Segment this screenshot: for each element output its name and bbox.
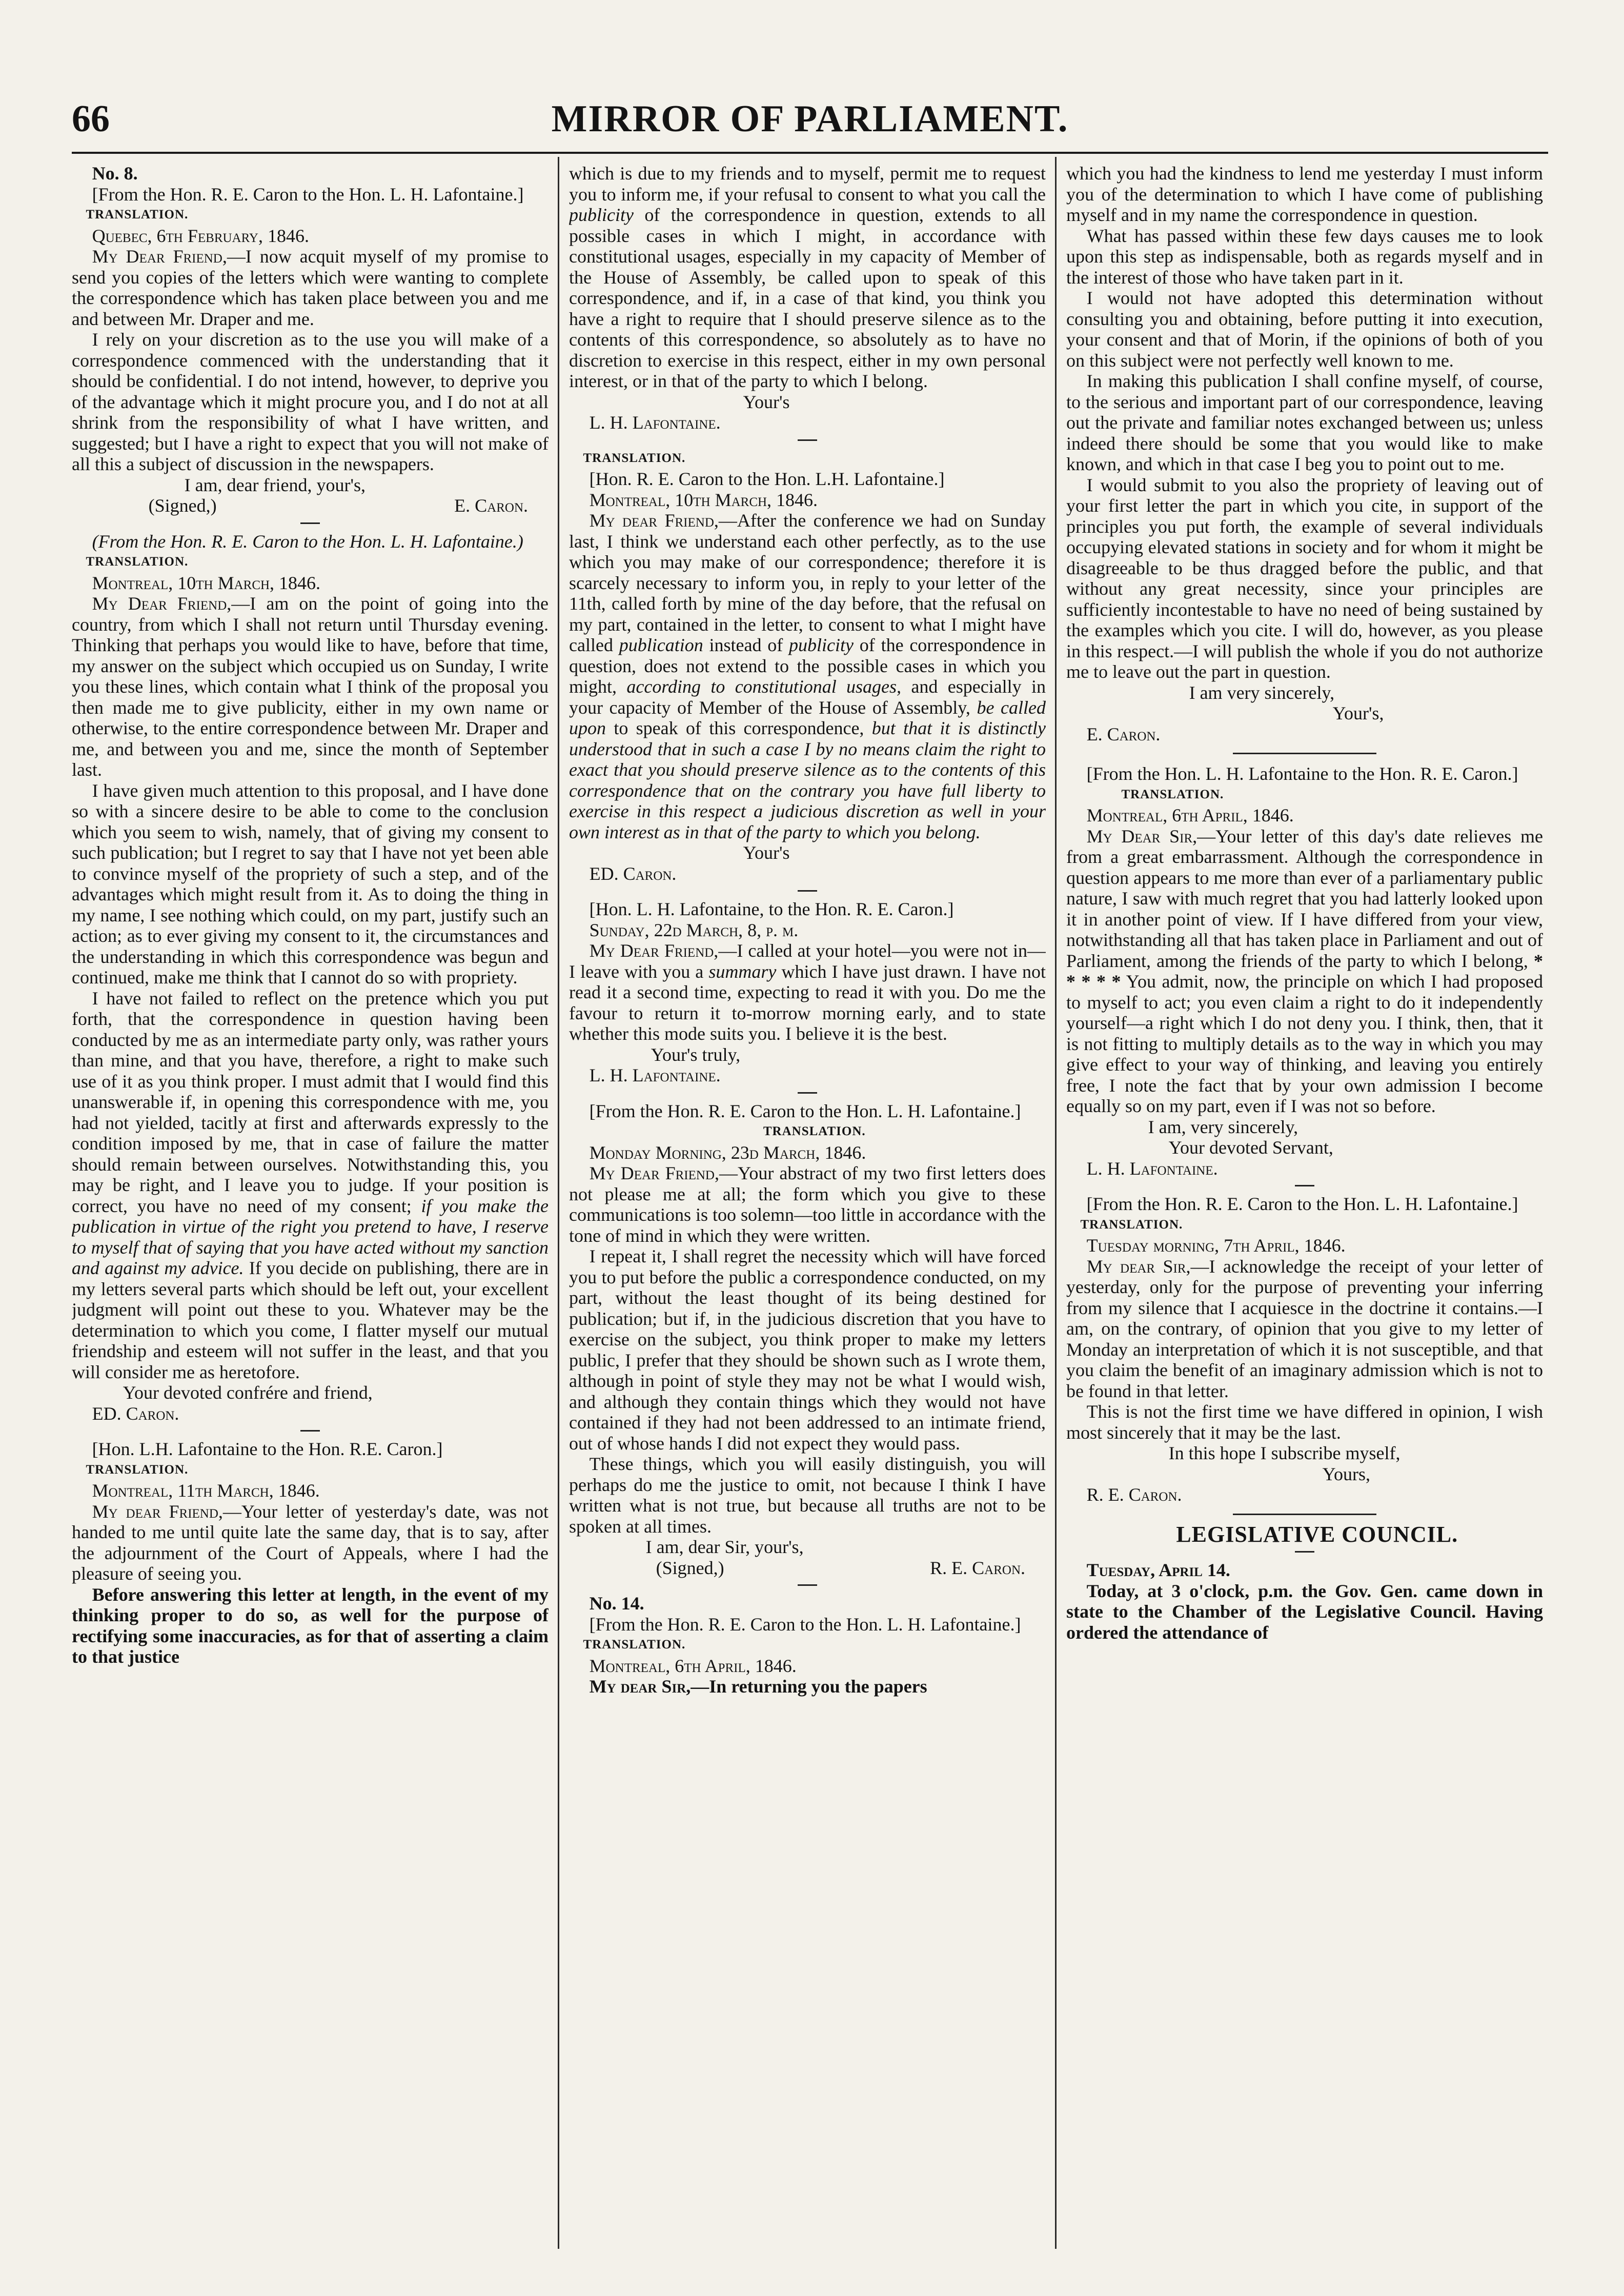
letter-heading: [Hon. R. E. Caron to the Hon. L.H. Lafontaine.]	[589, 469, 945, 489]
separator	[300, 522, 320, 524]
letter-paragraph: My dear Sir,—I acknowledge the receipt of your letter of yesterday, only for the purpose of preventing your inferring from my silence that I acquiesce in the doctrine it contains.—I am, on the contrary, of opinion that you give to my letter of Monday an interpretation of which it is not susceptible, and that you claim the benefit of an imaginary admission which is not to be found in that letter.	[1066, 1256, 1543, 1401]
signature: E. Caron.	[454, 495, 528, 516]
column-rule-1	[558, 157, 559, 2249]
letter-heading: [From the Hon. R. E. Caron to the Hon. L. H. Lafontaine.]	[92, 184, 524, 205]
salutation: My dear Sir,	[589, 1676, 691, 1697]
signature: L. H. Lafontaine.	[1086, 1158, 1218, 1179]
signature: R. E. Caron.	[1086, 1484, 1182, 1505]
closing: I am very sincerely,	[1189, 682, 1335, 703]
separator	[798, 1584, 817, 1586]
header-rule	[72, 152, 1548, 154]
letter-heading: (From the Hon. R. E. Caron to the Hon. L. H. Lafontaine.)	[92, 531, 523, 552]
closing: Yours,	[1322, 1463, 1370, 1484]
letter-paragraph: My Dear Sir,—Your letter of this day's date relieves me from a great embarrassment. Although the correspondence in question appears to me more than ever of a parliamentary public nature, I saw with much regret that you had latterly looked upon it in another point of view. If I have differed from your view, notwithstanding all that has taken place in Parliament and out of Parliament, among the friends of the party to which I belong, * * * * * You admit, now, the principle on which I had proposed to myself to act; you even claim a right to do it independently yourself—a right which I do not deny you. I think, then, that it is not fitting to multiply details as to the way in which you may give effect to your way of thinking, and leaving you entirely free, I note the fact that by your own admission I become equally so on my part, even if I was not so before.	[1066, 825, 1543, 1116]
signature: L. H. Lafontaine.	[589, 412, 721, 433]
letter-date: Montreal, 10th March, 1846.	[92, 572, 321, 593]
separator	[798, 439, 817, 441]
translation-label: TRANSLATION.	[86, 555, 189, 569]
closing: I am, dear Sir, your's,	[645, 1537, 804, 1557]
salutation: My Dear Friend,	[92, 246, 227, 267]
letter-paragraph: I have not failed to reflect on the pretence which you put forth, that the correspondence in question having been conducted by me as an intermediate party only, was rather yours than mine, and that you have, therefore, a right to make such use of it as you think proper. I must admit that I would find this unanswerable if, in opening this correspondence with me, you had not yielded, tacitly at first and afterwards expressly to the condition imposed by me, that in case of failure the matter should remain between ourselves. Notwithstanding this, you may be right, and I leave you to judge. If your position is correct, you have no need of my consent; if you make the publication in virtue of the right you pretend to have, I reserve to myself that of saying that you have acted without my sanction and against my advice. If you decide on publishing, there are in my letters several parts which should be left out, your excellent judgment will point out these to you. Whatever may be the determination to which you come, I flatter myself our mutual friendship and esteem will not suffer in the least, and that you will consider me as heretofore.	[72, 988, 549, 1382]
letter-paragraph: I would not have adopted this determination without consulting you and obtaining, before putting it into execution, your consent and that of Morin, if the opinions of both of you on this subject were not perfectly well known to me.	[1066, 288, 1543, 371]
section-date: Tuesday, April 14.	[1086, 1560, 1230, 1580]
letter-paragraph: My Dear Friend,—I am on the point of going into the country, from which I shall not return until Thursday evening. Thinking that perhaps you would like to have, before that time, my answer on the subject which occupied us on Sunday, I write you these lines, which contain what I think of the proposal you then made me to give publicity, either in my own name or otherwise, to the entire correspondence between Mr. Draper and me, and between you and me, since the month of September last.	[72, 593, 549, 780]
letter-paragraph: What has passed within these few days causes me to look upon this step as indispensable, both as regards myself and in the interest of those who have taken part in it.	[1066, 225, 1543, 288]
ellipsis-stars: * * * * *	[1066, 950, 1543, 992]
separator	[1295, 1185, 1314, 1186]
salutation: My Dear Sir,	[1086, 825, 1197, 847]
salutation: My Dear Friend,	[92, 593, 232, 614]
italic-passage: if you make the publication in virtue of the right you pretend to have, I reserve to myself that of saying that you have acted without my sanction and against my advice.	[72, 1195, 549, 1278]
salutation: My Dear Friend,	[589, 1163, 719, 1183]
translation-label: TRANSLATION.	[1080, 1217, 1183, 1232]
letter-date: Montreal, 11th March, 1846.	[92, 1480, 320, 1501]
column-3	[1066, 163, 1543, 2255]
letter-paragraph: My dear Friend,—After the conference we had on Sunday last, I think we understand each other perfectly, as to the use which you may make of our correspondence; therefore it is scarcely necessary to inform you, in reply to your letter of the 11th, called forth by mine of the day before, that the refusal on my part, contained in the letter, to consent to what I might have called publication instead of publicity of the correspondence in question, does not extend to the possible cases in which you might, according to constitutional usages, and especially in your capacity of Member of the House of Assembly, be called upon to speak of this correspondence, but that it is distinctly understood that in such a case I by no means claim the right to exact that you should preserve silence as to the contents of this correspondence that on the contrary you have full liberty to exercise in this respect a judicious discretion as well in your own interest as in that of the party to which you belong.	[569, 510, 1046, 842]
signed-label: (Signed,)	[656, 1557, 724, 1578]
letter-paragraph: I repeat it, I shall regret the necessity which will have forced you to put before the public a correspondence conducted, on my part, without the least thought of its being destined for publication; but if, in the judicious discretion that you have to exercise on the subject, you think proper to make my letters public, I prefer that they should be shown such as I wrote them, although in point of style they may not be what I would wish, and although they contain things which they would not have contained if they had not been addressed to an intimate friend, out of whose hands I did not expect they would pass.	[569, 1246, 1046, 1454]
signature: R. E. Caron.	[930, 1557, 1025, 1578]
salutation: My Dear Friend,	[589, 940, 719, 961]
letter-paragraph: I have given much attention to this proposal, and I have done so with a sincere desire to be able to come to the conclusion which you seem to wish, namely, that of giving my consent to such publication; but I regret to say that I have not yet been able to convince myself of the propriety of such a step, and of the advantages which might result from it. As to doing the thing in my name, I see nothing which could, on my part, justify such an action; as to ever giving my consent to it, the circumstances and the understanding in which this correspondence was begun and continued, make me think that I cannot do so with propriety.	[72, 780, 549, 988]
separator	[798, 890, 817, 892]
column-1	[72, 163, 549, 2255]
separator	[300, 1430, 320, 1432]
letter-date: Montreal, 10th March, 1846.	[589, 489, 818, 510]
closing: I am, dear friend, your's,	[184, 474, 366, 495]
translation-label: TRANSLATION.	[583, 451, 686, 465]
letter-paragraph: My Dear Friend,—Your abstract of my two first letters does not please me at all; the form which you give to these communications is too solemn—too little in accordance with the tone of mind in which they were written.	[569, 1163, 1046, 1246]
letter-paragraph: This is not the first time we have differed in opinion, I wish most sincerely that it may be the last.	[1066, 1401, 1543, 1443]
letter-date: Montreal, 6th April, 1846.	[589, 1655, 797, 1676]
signed-line	[72, 495, 549, 516]
closing: In this hope I subscribe myself,	[1168, 1443, 1400, 1463]
translation-label: TRANSLATION.	[1121, 787, 1224, 801]
letter-heading: [Hon. L. H. Lafontaine, to the Hon. R. E. Caron.]	[589, 899, 954, 919]
letter-paragraph: These things, which you will easily distinguish, you will perhaps do me the justice to omit, not because I think I have written what is not true, but because all truths are not to be spoken at all times.	[569, 1454, 1046, 1537]
signed-line	[569, 1558, 1046, 1579]
signature: ED. Caron.	[92, 1403, 179, 1424]
letter-date: Monday Morning, 23d March, 1846.	[589, 1142, 866, 1163]
letter-number: No. 14.	[589, 1593, 644, 1614]
letter-paragraph: which is due to my friends and to myself, permit me to request you to inform me, if your refusal to consent to what you call the publicity of the correspondence in question, extends to all possible cases in which I might, in accordance with constitutional usages, especially in my capacity of Member of the House of Assembly, be called upon to speak of this correspondence, and if, in a case of that kind, you think you have a right to require that I should preserve silence as to the contents of this correspondence, so absolutely as to have no discretion to exercise in this respect, either in my own personal interest, or in that of the party to which I belong.	[569, 163, 1046, 391]
letter-date: Tuesday morning, 7th April, 1846.	[1086, 1235, 1346, 1256]
letter-paragraph: In making this publication I shall confine myself, of course, to the serious and important part of our correspondence, leaving out the private and familiar notes exchanged between us; unless indeed there should be some that you would like to make known, and which in that case I beg you to point out to me.	[1066, 371, 1543, 474]
section-paragraph: Today, at 3 o'clock, p.m. the Gov. Gen. came down in state to the Chamber of the Legislative Council. Having ordered the attendance of	[1066, 1580, 1543, 1643]
translation-label: TRANSLATION.	[763, 1124, 866, 1138]
letter-heading: [From the Hon. R. E. Caron to the Hon. L. H. Lafontaine.]	[1086, 1194, 1518, 1214]
closing: I am, very sincerely,	[1148, 1116, 1298, 1137]
letter-date: Montreal, 6th April, 1846.	[1086, 805, 1294, 825]
signature: L. H. Lafontaine.	[589, 1065, 721, 1085]
closing: Your's	[743, 391, 790, 412]
separator	[1295, 1551, 1314, 1553]
letter-paragraph: My dear Sir,—In returning you the papers	[589, 1676, 927, 1697]
letter-date: Quebec, 6th February, 1846.	[92, 225, 309, 246]
closing: Your devoted confrére and friend,	[123, 1382, 373, 1403]
letter-paragraph: which you had the kindness to lend me yesterday I must inform you of the determination to which I have come of publishing myself and in my name the correspondence in question.	[1066, 163, 1543, 225]
letter-number: No. 8.	[92, 163, 138, 184]
closing: Your's truly,	[651, 1044, 741, 1065]
letter-paragraph: Before answering this letter at length, in the event of my thinking proper to do so, as well for the purpose of rectifying some inaccuracies, as for that of asserting a claim to that justice	[72, 1584, 549, 1667]
section-heading: LEGISLATIVE COUNCIL.	[1176, 1521, 1458, 1547]
signature: E. Caron.	[1086, 723, 1161, 744]
letter-date: Sunday, 22d March, 8, p. m.	[589, 919, 799, 940]
separator	[1233, 1514, 1376, 1515]
translation-label: TRANSLATION.	[583, 1638, 686, 1651]
page-header	[72, 97, 1548, 159]
signature: ED. Caron.	[589, 863, 677, 884]
separator	[1233, 753, 1376, 754]
salutation: My dear Friend,	[589, 510, 719, 531]
letter-heading: [From the Hon. L. H. Lafontaine to the Hon. R. E. Caron.]	[1086, 763, 1518, 784]
letter-heading: [From the Hon. R. E. Caron to the Hon. L. H. Lafontaine.]	[589, 1614, 1021, 1635]
salutation: My dear Friend,	[92, 1501, 223, 1522]
salutation: My dear Sir,	[1086, 1256, 1191, 1277]
letter-paragraph: I rely on your discretion as to the use you will make of a correspondence commenced with the understanding that it should be confidential. I do not intend, however, to deprive you of the advantage which it might procure you, and I do not at all shrink from the responsibility of what I have written, and suggested; but I have a right to expect that you will not make of all this a subject of discussion in the newspapers.	[72, 329, 549, 474]
running-title: MIRROR OF PARLIAMENT.	[551, 98, 1069, 140]
letter-heading: [From the Hon. R. E. Caron to the Hon. L. H. Lafontaine.]	[589, 1100, 1021, 1121]
letter-heading: [Hon. L.H. Lafontaine to the Hon. R.E. Caron.]	[92, 1439, 443, 1459]
closing: Your devoted Servant,	[1168, 1137, 1333, 1158]
letter-paragraph: My dear Friend,—Your letter of yesterday's date, was not handed to me until quite late the same day, that is to say, after the adjournment of the Court of Appeals, where I had the pleasure of seeing you.	[72, 1501, 549, 1584]
closing: Your's	[743, 842, 790, 863]
page-number: 66	[72, 98, 110, 140]
letter-paragraph: I would submit to you also the propriety of leaving out of your first letter the part in which you cite, in support of the principles you put forth, the example of several individuals occupying elevated stations in society and for whom it might be disagreeable to be thus dragged before the public, and that without any great necessity, since your principles are sufficiently incontestable to have no need of being sustained by the examples which you cite. I will do, however, as you please in this respect.—I will publish the whole if you do not authorize me to leave out the part in question.	[1066, 474, 1543, 682]
column-rule-2	[1055, 157, 1057, 2249]
column-2	[569, 163, 1046, 2255]
signed-label: (Signed,)	[148, 495, 217, 516]
closing: Your's,	[1332, 703, 1384, 723]
letter-paragraph: My Dear Friend,—I now acquit myself of my promise to send you copies of the letters which were wanting to complete the correspondence which has taken place between you and me and between Mr. Draper and me.	[72, 246, 549, 329]
translation-label: TRANSLATION.	[86, 208, 189, 221]
letter-paragraph: My Dear Friend,—I called at your hotel—you were not in—I leave with you a summary which I have just drawn. I have not read it a second time, expecting to read it with you. Do me the favour to return it to-morrow morning early, and to state whether this mode suits you. I believe it is the best.	[569, 940, 1046, 1044]
translation-label: TRANSLATION.	[86, 1462, 189, 1477]
separator	[798, 1092, 817, 1094]
